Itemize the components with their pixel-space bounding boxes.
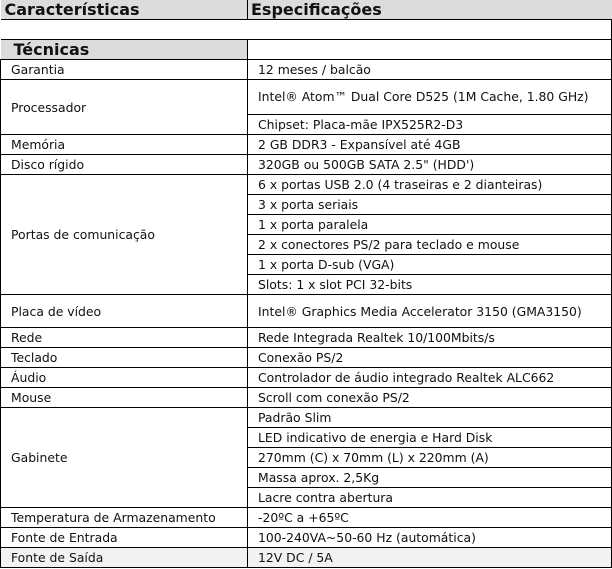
row-label: Garantia: [1, 60, 248, 80]
row-value: Chipset: Placa-mãe IPX525R2-D3: [248, 115, 612, 135]
table-row-mouse: [1, 388, 612, 408]
row-label: Placa de vídeo: [1, 295, 248, 328]
row-value: 12V DC / 5A: [248, 548, 612, 568]
row-label: Teclado: [1, 348, 248, 368]
row-label: Rede: [1, 328, 248, 348]
row-value: -20ºC a +65ºC: [248, 508, 612, 528]
row-value: 100-240VA~50-60 Hz (automática): [248, 528, 612, 548]
row-value: Padrão Slim: [248, 408, 612, 428]
row-value: 3 x porta seriais: [248, 195, 612, 215]
row-label: Mouse: [1, 388, 248, 408]
row-value: Slots: 1 x slot PCI 32-bits: [248, 275, 612, 295]
row-value: LED indicativo de energia e Hard Disk: [248, 428, 612, 448]
row-value: 2 x conectores PS/2 para teclado e mouse: [248, 235, 612, 255]
row-label: Áudio: [1, 368, 248, 388]
row-label: Fonte de Saída: [1, 548, 248, 568]
table-row-disco: [1, 155, 612, 175]
row-value: 270mm (C) x 70mm (L) x 220mm (A): [248, 448, 612, 468]
spacer-cell: [1, 20, 612, 40]
row-label: Portas de comunicação: [1, 175, 248, 295]
row-value: 6 x portas USB 2.0 (4 traseiras e 2 dianteiras): [248, 175, 612, 195]
row-label: Disco rígido: [1, 155, 248, 175]
row-value: Controlador de áudio integrado Realtek ALC662: [248, 368, 612, 388]
table-row-audio: [1, 368, 612, 388]
section-row-tecnicas: [1, 40, 612, 60]
row-value: 1 x porta D-sub (VGA): [248, 255, 612, 275]
row-value: Scroll com conexão PS/2: [248, 388, 612, 408]
row-label: Temperatura de Armazenamento: [1, 508, 248, 528]
table-row-processador: [1, 80, 612, 115]
table-row-fonte-saida: [1, 548, 612, 568]
row-value: Intel® Atom™ Dual Core D525 (1M Cache, 1.80 GHz): [248, 80, 612, 115]
row-label: Gabinete: [1, 408, 248, 508]
header-especificacoes: Especificações: [248, 0, 612, 20]
row-label: Memória: [1, 135, 248, 155]
row-label: Processador: [1, 80, 248, 135]
row-value: Lacre contra abertura: [248, 488, 612, 508]
row-value: Conexão PS/2: [248, 348, 612, 368]
row-value: Massa aprox. 2,5Kg: [248, 468, 612, 488]
row-label: Fonte de Entrada: [1, 528, 248, 548]
table-row-memoria: [1, 135, 612, 155]
row-value: 1 x porta paralela: [248, 215, 612, 235]
row-value: 2 GB DDR3 - Expansível até 4GB: [248, 135, 612, 155]
table-row-gabinete: [1, 408, 612, 428]
spacer-row: [1, 20, 612, 40]
row-value: Intel® Graphics Media Accelerator 3150 (GMA3150): [248, 295, 612, 328]
table-row-teclado: [1, 348, 612, 368]
section-blank-cell: [248, 40, 612, 60]
section-title: Técnicas: [1, 40, 248, 60]
table-row-garantia: [1, 60, 612, 80]
table-row-fonte-entrada: [1, 528, 612, 548]
row-value: Rede Integrada Realtek 10/100Mbits/s: [248, 328, 612, 348]
row-value: 320GB ou 500GB SATA 2.5" (HDD'): [248, 155, 612, 175]
row-value: 12 meses / balcão: [248, 60, 612, 80]
table-row-portas: [1, 175, 612, 195]
table-row-video: [1, 295, 612, 328]
header-caracteristicas: Características: [1, 0, 248, 20]
table-row-rede: [1, 328, 612, 348]
table-header-row: [1, 0, 612, 20]
table-row-temperatura: [1, 508, 612, 528]
